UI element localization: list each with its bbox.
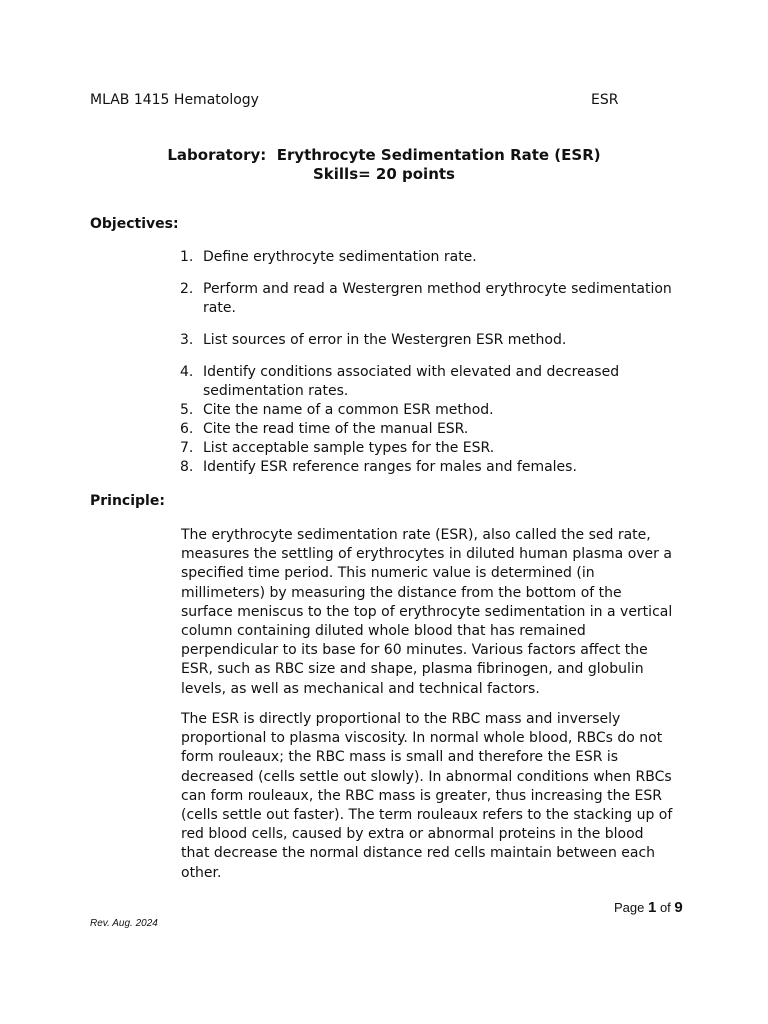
list-item-number: 7. xyxy=(180,440,194,456)
principle-paragraph-2: The ESR is directly proportional to the RBC mass and inversely proportional to plasma viscosity. In normal whole blood, RBCs do not form rouleaux; the RBC mass is small and therefore the ESR is decreased (cells settle out slowly). In abnormal conditions when RBCs can form rouleaux, the RBC mass is greater, thus increasing the ESR (cells settle out faster). The term rouleaux refers to the stacking up of red blood cells, caused by extra or abnormal proteins in the blood that decrease the normal distance red cells maintain between each other. xyxy=(181,711,673,881)
list-item-text: List acceptable sample types for the ESR. xyxy=(203,440,495,456)
list-item-number: 3. xyxy=(180,332,194,348)
list-item-number: 8. xyxy=(180,459,194,475)
list-item xyxy=(180,401,680,420)
list-item-text: Cite the read time of the manual ESR. xyxy=(203,421,469,437)
principle-paragraph-1: The erythrocyte sedimentation rate (ESR), also called the sed rate, measures the settling of erythrocytes in diluted human plasma over a specified time period. This numeric value is determined (in millimeters) by measuring the distance from the bottom of the surface meniscus to the top of erythrocyte sedimentation in a vertical column containing diluted whole blood that has remained perpendicular to its base for 60 minutes. Various factors affect the ESR, such as RBC size and shape, plasma fibrinogen, and globulin levels, as well as mechanical and technical factors. xyxy=(181,527,673,697)
principle-heading: Principle: xyxy=(90,493,165,509)
list-item xyxy=(180,248,680,267)
title-line-1: Laboratory: Erythrocyte Sedimentation Rate (ESR) xyxy=(167,146,601,164)
list-item xyxy=(180,439,680,458)
list-item-number: 5. xyxy=(180,402,194,418)
list-item xyxy=(180,331,680,350)
list-item xyxy=(180,420,680,439)
title-line-2: Skills= 20 points xyxy=(313,165,455,183)
list-item-number: 2. xyxy=(180,281,194,297)
revision-date: Rev. Aug. 2024 xyxy=(90,918,158,929)
list-item-text: Perform and read a Westergren method erythrocyte sedimentation rate. xyxy=(203,281,672,316)
document-title xyxy=(0,146,768,184)
list-item-number: 1. xyxy=(180,249,194,265)
course-header: MLAB 1415 Hematology xyxy=(90,92,259,108)
page-current: 1 xyxy=(647,899,657,916)
list-item-text: List sources of error in the Westergren ESR method. xyxy=(203,332,567,348)
list-item-text: Cite the name of a common ESR method. xyxy=(203,402,494,418)
topic-header: ESR xyxy=(591,92,619,108)
list-item xyxy=(180,363,680,401)
page-number xyxy=(614,899,683,916)
page-prefix: Page xyxy=(614,900,648,915)
objectives-list xyxy=(180,248,680,477)
page-of: of xyxy=(656,900,675,915)
list-item-text: Define erythrocyte sedimentation rate. xyxy=(203,249,477,265)
list-item-text: Identify ESR reference ranges for males and females. xyxy=(203,459,577,475)
list-item-number: 4. xyxy=(180,364,194,380)
objectives-heading: Objectives: xyxy=(90,216,179,232)
list-item-text: Identify conditions associated with elevated and decreased sedimentation rates. xyxy=(203,364,620,399)
list-item-number: 6. xyxy=(180,421,194,437)
page-total: 9 xyxy=(674,899,683,916)
list-item xyxy=(180,280,680,318)
list-item xyxy=(180,458,680,477)
